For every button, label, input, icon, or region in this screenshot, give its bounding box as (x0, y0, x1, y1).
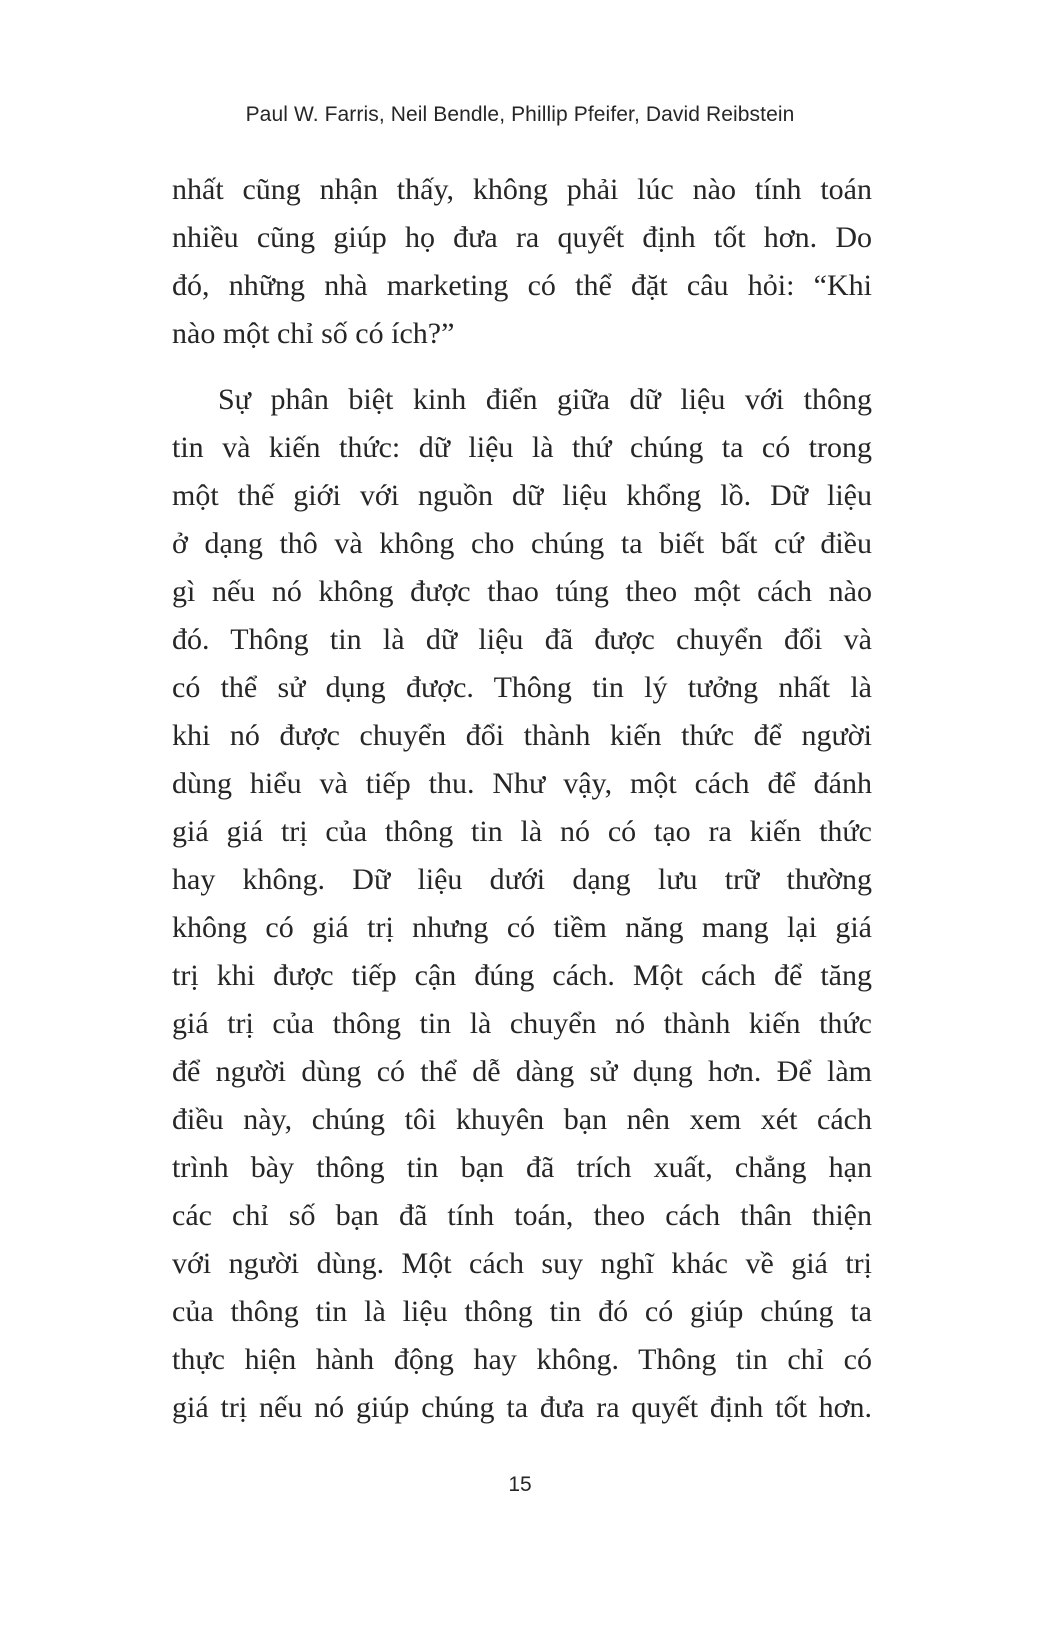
text-line: nào một chỉ số có ích?” (172, 317, 455, 350)
running-head: Paul W. Farris, Neil Bendle, Phillip Pfeifer, David Reibstein (245, 103, 795, 126)
text-line: một thế giới với nguồn dữ liệu khổng lồ. Dữ liệu (172, 479, 872, 512)
text-line: để người dùng có thể dễ dàng sử dụng hơn. Để làm (172, 1055, 872, 1088)
text-line: các chỉ số bạn đã tính toán, theo cách thân thiện (172, 1199, 872, 1232)
text-line: không có giá trị nhưng có tiềm năng mang lại giá (172, 911, 872, 944)
text-line: thực hiện hành động hay không. Thông tin chỉ có (172, 1343, 872, 1376)
text-line: với người dùng. Một cách suy nghĩ khác về giá trị (172, 1247, 872, 1280)
text-line: có thể sử dụng được. Thông tin lý tưởng nhất là (172, 671, 872, 704)
page-number: 15 (508, 1473, 532, 1496)
text-line: trị khi được tiếp cận đúng cách. Một cách để tăng (172, 959, 872, 992)
text-line: điều này, chúng tôi khuyên bạn nên xem xét cách (172, 1103, 872, 1136)
text-line: khi nó được chuyển đổi thành kiến thức để người (172, 719, 872, 752)
text-line: nhiều cũng giúp họ đưa ra quyết định tốt hơn. Do (172, 221, 872, 254)
text-line: của thông tin là liệu thông tin đó có giúp chúng ta (172, 1295, 872, 1328)
text-line: ở dạng thô và không cho chúng ta biết bất cứ điều (172, 527, 872, 560)
text-line: nhất cũng nhận thấy, không phải lúc nào tính toán (172, 173, 872, 206)
paragraph-1 (172, 166, 872, 358)
text-line: tin và kiến thức: dữ liệu là thứ chúng ta có trong (172, 431, 872, 464)
text-line: đó. Thông tin là dữ liệu đã được chuyển đổi và (172, 623, 872, 656)
text-line: gì nếu nó không được thao túng theo một cách nào (172, 575, 872, 608)
text-line: Sự phân biệt kinh điển giữa dữ liệu với thông (218, 383, 872, 416)
text-line: giá trị của thông tin là chuyển nó thành kiến thức (172, 1007, 872, 1040)
text-line: hay không. Dữ liệu dưới dạng lưu trữ thường (172, 863, 872, 896)
text-line: dùng hiểu và tiếp thu. Như vậy, một cách để đánh (172, 767, 872, 800)
paragraph-2 (172, 376, 872, 1432)
text-line: đó, những nhà marketing có thể đặt câu hỏi: “Khi (172, 269, 872, 302)
text-line: giá trị nếu nó giúp chúng ta đưa ra quyết định tốt hơn. (172, 1391, 872, 1424)
text-line: giá giá trị của thông tin là nó có tạo ra kiến thức (172, 815, 872, 848)
text-line: trình bày thông tin bạn đã trích xuất, chẳng hạn (172, 1151, 872, 1184)
